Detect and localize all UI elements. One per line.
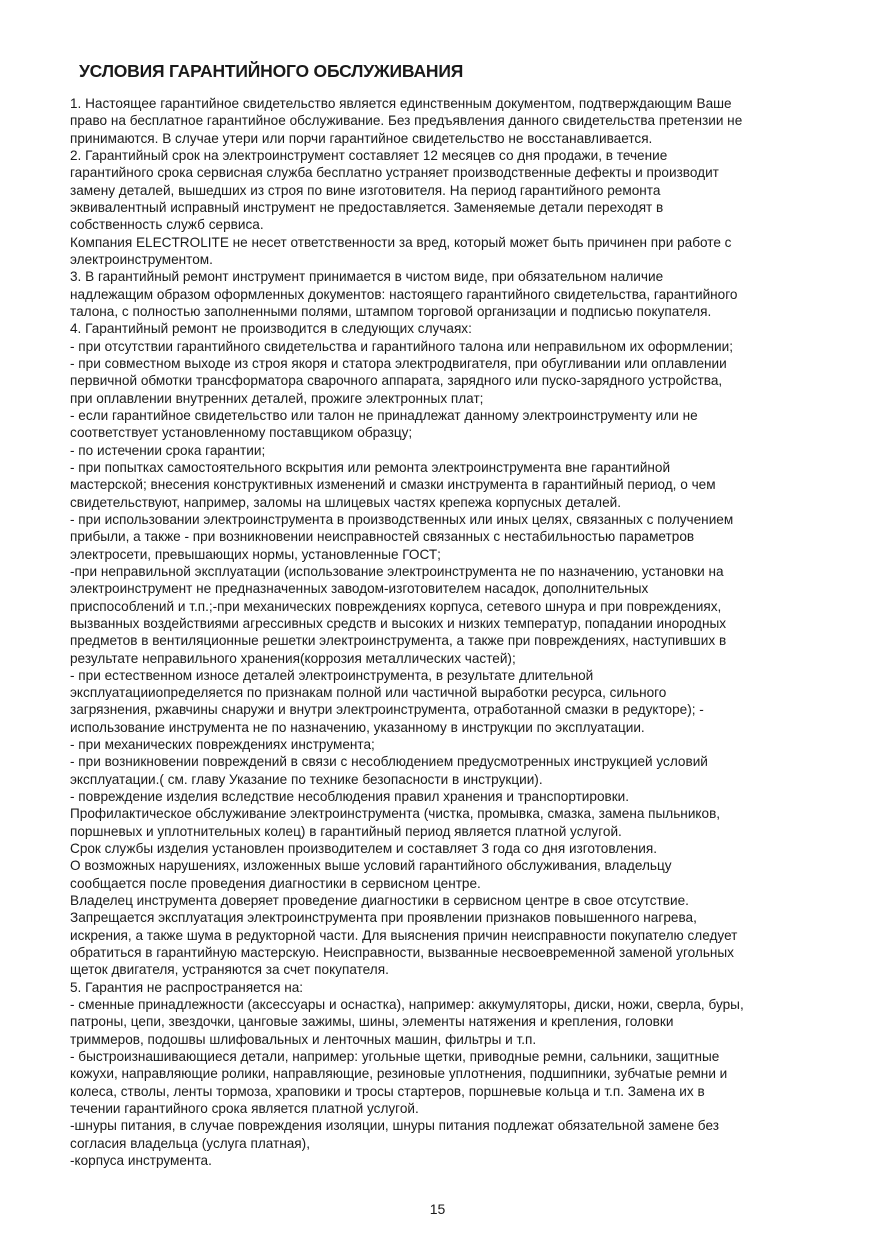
text-line: электроинструмент не предназначенных заводом-изготовителем насадок, дополнительных <box>70 581 649 597</box>
page-number: 15 <box>429 1201 446 1217</box>
text-line: - при отсутствии гарантийного свидетельства и гарантийного талона или неправильном их оформлении; <box>70 338 734 354</box>
text-line: предметов в вентиляционные решетки электроинструмента, а также при повреждениях, наступивших в <box>70 633 727 649</box>
text-line: - повреждение изделия вследствие несоблюдения правил хранения и транспортировки. <box>70 789 630 805</box>
text-line: 1. Настоящее гарантийное свидетельство является единственным документом, подтверждающим Ваше <box>70 96 732 111</box>
text-line: свидетельствуют, например, заломы на шлицевых частях крепежа корпусных деталей. <box>70 494 622 510</box>
text-line: принимаются. В случае утери или порчи гарантийное свидетельство не восстанавливается. <box>70 130 653 146</box>
text-line: право на бесплатное гарантийное обслуживание. Без предъявления данного свидетельства претензии не <box>70 113 743 129</box>
text-line: - при естественном износе деталей электроинструмента, в результате длительной <box>70 667 594 683</box>
text-line: триммеров, подошвы шлифовальных и ленточных машин, фильтры и т.п. <box>70 1031 537 1047</box>
text-line: гарантийного срока сервисная служба бесплатно устраняет производственные дефекты и производит <box>70 165 719 181</box>
text-line: О возможных нарушениях, изложенных выше условий гарантийного обслуживания, владельцу <box>70 858 672 874</box>
text-line: Запрещается эксплуатация электроинструмента при проявлении признаков повышенного нагрева, <box>70 910 697 926</box>
text-line: кожухи, направляющие ролики, направляющие, резиновые уплотнения, подшипники, зубчатые ремни и <box>70 1066 728 1082</box>
text-line: патроны, цепи, звездочки, цанговые зажимы, шины, элементы натяжения и крепления, головки <box>70 1014 674 1030</box>
text-line: 5. Гарантия не распространяется на: <box>70 979 304 995</box>
text-line: вызванных воздействиями агрессивных средств и высоких и низких температур, попадании инородных <box>70 615 727 631</box>
text-line: использование инструмента не по назначению, указанному в инструкции по эксплуатации. <box>70 719 645 735</box>
text-line: эксплуатации.( см. главу Указание по технике безопасности в инструкции). <box>70 771 543 787</box>
text-line: эксплуатацииопределяется по признакам полной или частичной выработки ресурса, сильного <box>70 685 667 701</box>
text-line: результате неправильного хранения(коррозия металлических частей); <box>70 650 516 666</box>
text-line: - при попытках самостоятельного вскрытия или ремонта электроинструмента вне гарантийной <box>70 459 671 475</box>
text-line: первичной обмотки трансформатора сварочного аппарата, зарядного или пуско-зарядного устройства, <box>70 373 723 389</box>
warranty-conditions-text <box>70 95 810 1169</box>
text-line: -шнуры питания, в случае повреждения изоляции, шнуры питания подлежат обязательной замене без <box>70 1118 719 1134</box>
text-line: мастерской; внесения конструктивных изменений и смазки инструмента в гарантийный период, о чем <box>70 477 716 493</box>
text-line: течении гарантийного срока является платной услугой. <box>70 1101 419 1117</box>
text-line: согласия владельца (услуга платная), <box>70 1135 310 1151</box>
text-line: - сменные принадлежности (аксессуары и оснастка), например: аккумуляторы, диски, ножи, сверла, буры, <box>70 997 744 1013</box>
text-line: сообщается после проведения диагностики в сервисном центре. <box>70 875 481 891</box>
text-line: 3. В гарантийный ремонт инструмент принимается в чистом виде, при обязательном наличие <box>70 269 664 285</box>
text-line: щеток двигателя, устраняются за счет покупателя. <box>70 962 389 978</box>
page-title: УСЛОВИЯ ГАРАНТИЙНОГО ОБСЛУЖИВАНИЯ <box>79 61 464 81</box>
text-line: поршневых и уплотнительных колец) в гарантийный период является платной услугой. <box>70 823 622 839</box>
text-line: собственность служб сервиса. <box>70 217 264 233</box>
text-line: - при возникновении повреждений в связи с несоблюдением предусмотренных инструкцией условий <box>70 754 708 770</box>
text-line: Компания ELECTROLITE не несет ответственности за вред, который может быть причинен при работе с <box>70 234 732 250</box>
text-line: приспособлений и т.п.;-при механических повреждениях корпуса, сетевого шнура и при повреждениях, <box>70 598 722 614</box>
text-line: 4. Гарантийный ремонт не производится в следующих случаях: <box>70 321 472 337</box>
text-line: при оплавлении внутренних деталей, прожиге электронных плат; <box>70 390 484 406</box>
text-line: - по истечении срока гарантии; <box>70 442 266 458</box>
text-line: замену деталей, вышедших из строя по вине изготовителя. На период гарантийного ремонта <box>70 182 661 198</box>
text-line: колеса, стволы, ленты тормоза, храповики и тросы стартеров, поршневые кольца и т.п. Замена их в <box>70 1083 705 1099</box>
text-line: -корпуса инструмента. <box>70 1153 212 1169</box>
text-line: надлежащим образом оформленных документов: настоящего гарантийного свидетельства, гарантийного <box>70 286 738 302</box>
text-line: загрязнения, ржавчины снаружи и внутри электроинструмента, отработанной смазки в редукторе); - <box>70 702 704 718</box>
text-line: соответствует установленному поставщиком образцу; <box>70 425 413 441</box>
text-line: - быстроизнашивающиеся детали, например: угольные щетки, приводные ремни, сальники, защитные <box>70 1049 720 1065</box>
text-line: искрения, а также шума в редукторной части. Для выяснения причин неисправности покупателю следует <box>70 927 738 943</box>
text-line: электроинструментом. <box>70 251 213 267</box>
text-line: эквивалентный исправный инструмент не предоставляется. Заменяемые детали переходят в <box>70 199 664 215</box>
text-line: - если гарантийное свидетельство или талон не принадлежат данному электроинструменту или не <box>70 407 698 423</box>
text-line: Профилактическое обслуживание электроинструмента (чистка, промывка, смазка, замена пыльников, <box>70 806 721 822</box>
text-line: -при неправильной эксплуатации (использование электроинструмента не по назначению, установки на <box>70 563 724 579</box>
text-line: - при совместном выходе из строя якоря и статора электродвигателя, при обугливании или оплавлении <box>70 355 727 371</box>
text-line: 2. Гарантийный срок на электроинструмент составляет 12 месяцев со дня продажи, в течение <box>70 147 668 163</box>
text-line: прибыли, а также - при возникновении неисправностей связанных с нестабильностью параметров <box>70 529 695 545</box>
text-line: - при использовании электроинструмента в производственных или иных целях, связанных с получением <box>70 511 734 527</box>
text-line: Срок службы изделия установлен производителем и составляет 3 года со дня изготовления. <box>70 841 657 857</box>
text-line: обратиться в гарантийную мастерскую. Неисправности, вызванные несвоевременной заменой угольных <box>70 945 734 961</box>
text-line: электросети, превышающих нормы, установленные ГОСТ; <box>70 546 441 562</box>
text-line: - при механических повреждениях инструмента; <box>70 737 375 753</box>
text-line: Владелец инструмента доверяет проведение диагностики в сервисном центре в свое отсутствие. <box>70 893 689 909</box>
text-line: талона, с полностью заполненными полями, штампом торговой организации и подписью покупателя. <box>70 303 712 319</box>
